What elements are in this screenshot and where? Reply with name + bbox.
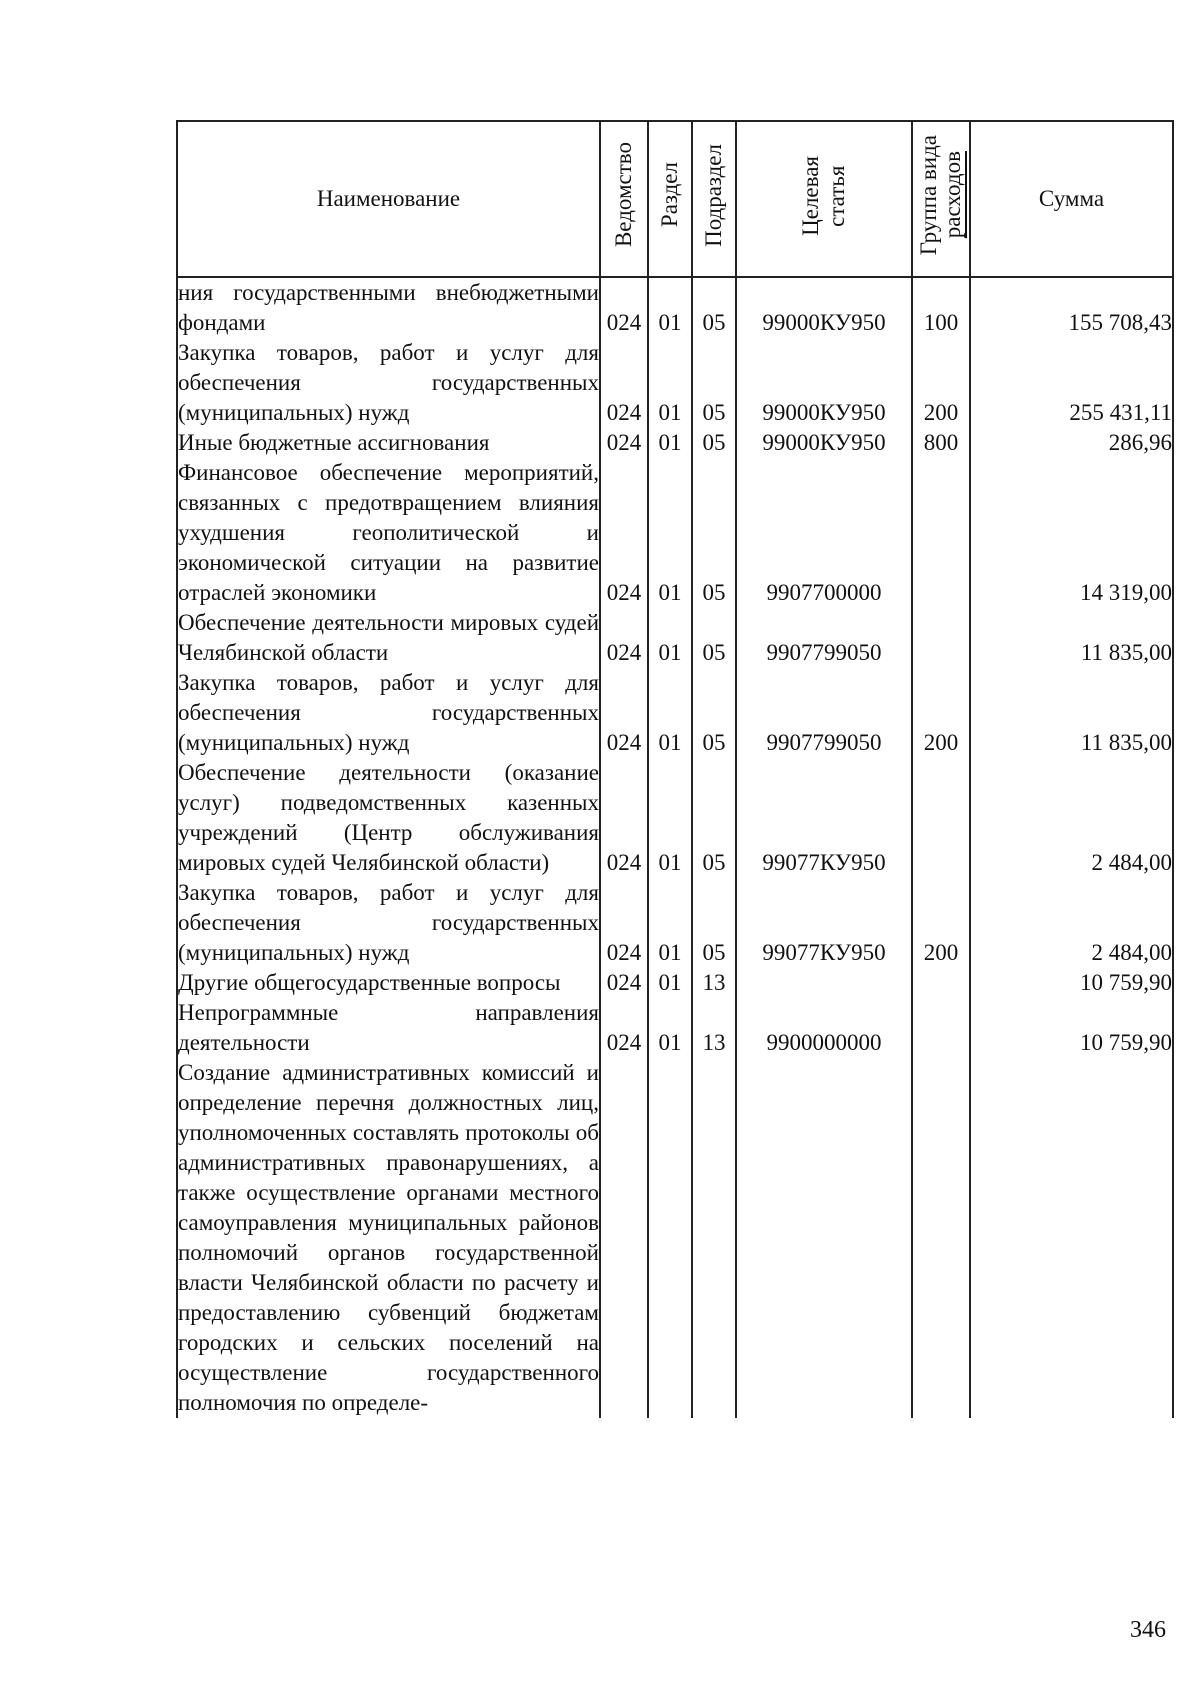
row-razdel: 01 [648, 277, 692, 338]
row-podrazdel [692, 1058, 736, 1418]
row-vedomstvo: 024 [600, 428, 648, 458]
row-celevaya-statya: 9907799050 [736, 608, 912, 668]
row-razdel: 01 [648, 998, 692, 1058]
row-gruppa-vida-rashodov [912, 1058, 970, 1418]
row-summa: 11 835,00 [970, 608, 1173, 668]
row-gruppa-vida-rashodov [912, 968, 970, 998]
row-gruppa-vida-rashodov: 100 [912, 277, 970, 338]
budget-table [176, 120, 1174, 1418]
table-header-row [177, 121, 1173, 277]
row-podrazdel: 05 [692, 758, 736, 878]
row-celevaya-statya: 9907799050 [736, 668, 912, 758]
row-name: Создание административных комиссий и определение перечня должностных лиц, уполномоченных составлять протоколы об административных правонарушениях, а также осуществление органами местного самоуправления муниципальных районов полномочий органов государственной власти Челябинской области по расчету и предоставлению субвенций бюджетам городских и сельских поселений на осуществление государственного полномочия по определе- [177, 1058, 600, 1418]
row-celevaya-statya: 99077КУ950 [736, 758, 912, 878]
row-name: Обеспечение деятельности (оказание услуг) подведомственных казенных учреждений (Центр обслуживания мировых судей Челябинской области) [177, 758, 600, 878]
row-razdel: 01 [648, 878, 692, 968]
row-vedomstvo [600, 1058, 648, 1418]
row-vedomstvo: 024 [600, 758, 648, 878]
row-summa: 14 319,00 [970, 458, 1173, 608]
row-summa: 286,96 [970, 428, 1173, 458]
row-podrazdel: 13 [692, 968, 736, 998]
table-row [177, 998, 1173, 1058]
page-number: 346 [1130, 1617, 1166, 1643]
row-name: Иные бюджетные ассигнования [177, 428, 600, 458]
row-celevaya-statya: 99000КУ950 [736, 277, 912, 338]
row-celevaya-statya: 99000КУ950 [736, 338, 912, 428]
row-podrazdel: 05 [692, 277, 736, 338]
row-summa [970, 1058, 1173, 1418]
row-podrazdel: 05 [692, 878, 736, 968]
row-celevaya-statya [736, 1058, 912, 1418]
row-podrazdel: 05 [692, 458, 736, 608]
row-razdel: 01 [648, 758, 692, 878]
row-podrazdel: 05 [692, 608, 736, 668]
table-row [177, 758, 1173, 878]
row-summa: 10 759,90 [970, 968, 1173, 998]
header-summa: Сумма [970, 121, 1173, 277]
row-vedomstvo: 024 [600, 998, 648, 1058]
row-celevaya-statya: 9907700000 [736, 458, 912, 608]
row-celevaya-statya: 99077КУ950 [736, 878, 912, 968]
row-summa: 2 484,00 [970, 878, 1173, 968]
header-podrazdel: Подраздел [692, 121, 736, 277]
row-podrazdel: 05 [692, 338, 736, 428]
row-summa: 10 759,90 [970, 998, 1173, 1058]
row-summa: 255 431,11 [970, 338, 1173, 428]
table-row [177, 668, 1173, 758]
row-summa: 155 708,43 [970, 277, 1173, 338]
row-summa: 2 484,00 [970, 758, 1173, 878]
row-podrazdel: 05 [692, 668, 736, 758]
row-name: Закупка товаров, работ и услуг для обеспечения государственных (муниципальных) нужд [177, 338, 600, 428]
table-row [177, 1058, 1173, 1418]
row-gruppa-vida-rashodov [912, 758, 970, 878]
row-celevaya-statya [736, 968, 912, 998]
row-gruppa-vida-rashodov [912, 458, 970, 608]
header-razdel: Раздел [648, 121, 692, 277]
row-podrazdel: 13 [692, 998, 736, 1058]
row-gruppa-vida-rashodov: 200 [912, 878, 970, 968]
row-vedomstvo: 024 [600, 338, 648, 428]
row-vedomstvo: 024 [600, 458, 648, 608]
row-name: Обеспечение деятельности мировых судей Челябинской области [177, 608, 600, 668]
row-name: Непрограммные направления деятельности [177, 998, 600, 1058]
row-name: Финансовое обеспечение мероприятий, связанных с предотвращением влияния ухудшения геополитической и экономической ситуации на развитие отраслей экономики [177, 458, 600, 608]
row-summa: 11 835,00 [970, 668, 1173, 758]
header-vedomstvo: Ведомство [600, 121, 648, 277]
table-row [177, 608, 1173, 668]
row-razdel: 01 [648, 608, 692, 668]
row-name: Закупка товаров, работ и услуг для обеспечения государственных (муниципальных) нужд [177, 668, 600, 758]
row-vedomstvo: 024 [600, 608, 648, 668]
table-row [177, 338, 1173, 428]
row-razdel [648, 1058, 692, 1418]
row-razdel: 01 [648, 338, 692, 428]
row-podrazdel: 05 [692, 428, 736, 458]
row-name: Закупка товаров, работ и услуг для обеспечения государственных (муниципальных) нужд [177, 878, 600, 968]
row-vedomstvo: 024 [600, 668, 648, 758]
row-razdel: 01 [648, 428, 692, 458]
table-row [177, 878, 1173, 968]
row-razdel: 01 [648, 458, 692, 608]
row-razdel: 01 [648, 968, 692, 998]
header-name: Наименование [177, 121, 600, 277]
row-vedomstvo: 024 [600, 878, 648, 968]
header-celevaya-statya: Целевая статья [736, 121, 912, 277]
table-row [177, 277, 1173, 338]
row-vedomstvo: 024 [600, 968, 648, 998]
row-razdel: 01 [648, 668, 692, 758]
row-name: Другие общегосударственные вопросы [177, 968, 600, 998]
table-row [177, 428, 1173, 458]
table-row [177, 968, 1173, 998]
row-vedomstvo: 024 [600, 277, 648, 338]
row-name: ния государственными внебюджетными фондами [177, 277, 600, 338]
row-gruppa-vida-rashodov: 800 [912, 428, 970, 458]
row-celevaya-statya: 99000КУ950 [736, 428, 912, 458]
row-celevaya-statya: 9900000000 [736, 998, 912, 1058]
row-gruppa-vida-rashodov: 200 [912, 668, 970, 758]
row-gruppa-vida-rashodov: 200 [912, 338, 970, 428]
row-gruppa-vida-rashodov [912, 998, 970, 1058]
row-gruppa-vida-rashodov [912, 608, 970, 668]
table-row [177, 458, 1173, 608]
header-gruppa-vida-rashodov: Группа вида расходов [912, 121, 970, 277]
